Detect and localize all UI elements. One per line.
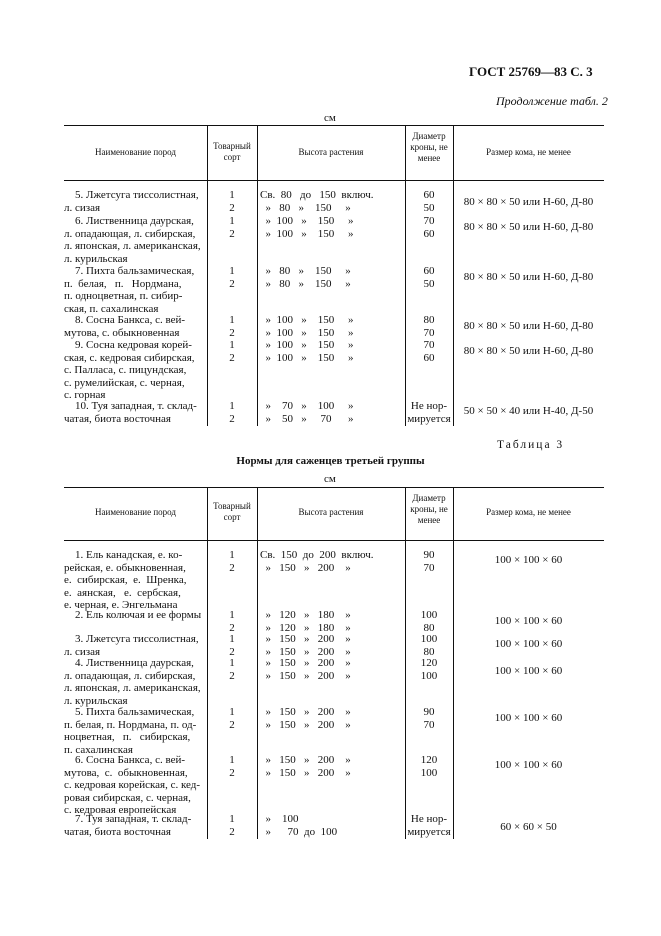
page-header: ГОСТ 25769—83 С. 3 <box>469 64 593 79</box>
crown-diameter-value: 100 80 <box>420 633 438 658</box>
table3-header-crown-diameter: Диаметр кроны, не менее <box>410 493 448 525</box>
species-name: 7. Пихта бальзамическая, п. белая, п. Нордмана, п. одноцветная, п. сибир- ская, п. сахалинская <box>64 265 195 315</box>
table3-top-border <box>64 487 604 488</box>
grade-value: 1 2 <box>229 657 235 682</box>
species-name: 1. Ель канадская, е. ко- рейская, е. обыкновенная, е. сибирская, е. Шренка, е. аянская, е. сербская, е. черная, е. Энгельмана <box>64 549 187 611</box>
ball-size-value: 100 × 100 × 60 <box>494 759 563 771</box>
height-value: » 120 » 180 » » 120 » 180 » <box>265 609 351 634</box>
table2-unit: см <box>324 112 336 124</box>
species-name: 3. Лжетсуга тиссолистная, л. сизая <box>64 633 199 658</box>
species-name: 4. Лиственница даурская, л. опадающая, л. сибирская, л. японская, л. американская, л. курильская <box>64 657 201 707</box>
height-value: » 150 » 200 » » 150 » 200 » <box>265 706 351 731</box>
species-name: 8. Сосна Банкса, с. вей- мутова, с. обыкновенная <box>64 314 186 339</box>
table2-top-border <box>64 125 604 126</box>
table3-title: Нормы для саженцев третьей группы <box>236 455 425 467</box>
species-name: 2. Ель колючая и ее формы <box>64 609 202 621</box>
table3-header-height: Высота растения <box>298 507 364 517</box>
ball-size-value: 100 × 100 × 60 <box>494 554 563 566</box>
species-name: 5. Пихта бальзамическая, п. белая, п. Нордмана, п. од- ноцветная, п. сибирская, п. сахалинская <box>64 706 197 756</box>
crown-diameter-value: 120 100 <box>420 657 438 682</box>
grade-value: 1 2 <box>229 314 235 339</box>
table3-caption: Таблица 3 <box>497 439 565 451</box>
table3-col-divider <box>257 487 258 839</box>
table2-header-border <box>64 180 604 181</box>
crown-diameter-value: 90 70 <box>423 706 435 731</box>
ball-size-value: 80 × 80 × 50 или Н-60, Д-80 <box>463 320 594 332</box>
table3-header-border <box>64 540 604 541</box>
ball-size-value: 80 × 80 × 50 или Н-60, Д-80 <box>463 221 594 233</box>
height-value: Св. 80 до 150 включ. » 80 » 150 » <box>260 189 374 214</box>
table3-header-grade: Товарный сорт <box>213 501 251 522</box>
grade-value: 1 2 <box>229 549 235 574</box>
height-value: » 100 » 150 » » 100 » 150 » <box>265 314 354 339</box>
height-value: » 100 » 150 » » 100 » 150 » <box>265 215 354 240</box>
crown-diameter-value: Не нор- мируется <box>407 400 451 425</box>
crown-diameter-value: 120 100 <box>420 754 438 779</box>
ball-size-value: 80 × 80 × 50 или Н-60, Д-80 <box>463 271 594 283</box>
grade-value: 1 2 <box>229 265 235 290</box>
ball-size-value: 80 × 80 × 50 или Н-60, Д-80 <box>463 345 594 357</box>
height-value: » 150 » 200 » » 150 » 200 » <box>265 754 351 779</box>
height-value: » 80 » 150 » » 80 » 150 » <box>265 265 351 290</box>
grade-value: 1 2 <box>229 813 235 838</box>
crown-diameter-value: 70 60 <box>423 215 435 240</box>
crown-diameter-value: 60 50 <box>423 189 435 214</box>
grade-value: 1 2 <box>229 215 235 240</box>
ball-size-value: 100 × 100 × 60 <box>494 665 563 677</box>
ball-size-value: 100 × 100 × 60 <box>494 712 563 724</box>
species-name: 9. Сосна кедровая корей- ская, с. кедровая сибирская, с. Палласа, с. пицундская, с. румелийская, с. черная, с. горная <box>64 339 195 401</box>
height-value: » 150 » 200 » » 150 » 200 » <box>265 657 351 682</box>
table2-header-grade: Товарный сорт <box>213 141 251 162</box>
grade-value: 1 2 <box>229 754 235 779</box>
crown-diameter-value: Не нор- мируется <box>407 813 451 838</box>
ball-size-value: 60 × 60 × 50 <box>500 821 557 833</box>
grade-value: 1 2 <box>229 400 235 425</box>
ball-size-value: 80 × 80 × 50 или Н-60, Д-80 <box>463 196 594 208</box>
species-name: 5. Лжетсуга тиссолистная, л. сизая <box>64 189 199 214</box>
table3-col-divider <box>453 487 454 839</box>
height-value: » 70 » 100 » » 50 » 70 » <box>265 400 354 425</box>
grade-value: 1 2 <box>229 189 235 214</box>
crown-diameter-value: 100 80 <box>420 609 438 634</box>
table2-header-crown-diameter: Диаметр кроны, не менее <box>410 131 448 163</box>
table3-unit: см <box>324 473 336 485</box>
ball-size-value: 100 × 100 × 60 <box>494 638 563 650</box>
table3-header-species: Наименование пород <box>95 507 176 517</box>
ball-size-value: 50 × 50 × 40 или Н-40, Д-50 <box>463 405 594 417</box>
crown-diameter-value: 70 60 <box>423 339 435 364</box>
species-name: 6. Лиственница даурская, л. опадающая, л. сибирская, л. японская, л. американская, л. курильская <box>64 215 201 265</box>
height-value: » 100 » 150 » » 100 » 150 » <box>265 339 354 364</box>
height-value: » 150 » 200 » » 150 » 200 » <box>265 633 351 658</box>
height-value: Св. 150 до 200 включ. » 150 » 200 » <box>260 549 374 574</box>
crown-diameter-value: 80 70 <box>423 314 435 339</box>
species-name: 10. Туя западная, т. склад- чатая, биота восточная <box>64 400 197 425</box>
grade-value: 1 2 <box>229 339 235 364</box>
grade-value: 1 2 <box>229 633 235 658</box>
grade-value: 1 2 <box>229 609 235 634</box>
species-name: 6. Сосна Банкса, с. вей- мутова, с. обыкновенная, с. кедровая корейская, с. кед- ровая сибирская, с. черная, с. кедровая европейская <box>64 754 201 816</box>
grade-value: 1 2 <box>229 706 235 731</box>
ball-size-value: 100 × 100 × 60 <box>494 615 563 627</box>
table2-header-height: Высота растения <box>298 147 364 157</box>
crown-diameter-value: 60 50 <box>423 265 435 290</box>
crown-diameter-value: 90 70 <box>423 549 435 574</box>
height-value: » 100 » 70 до 100 <box>265 813 338 838</box>
table2-col-divider <box>257 125 258 426</box>
table-continuation-label: Продолжение табл. 2 <box>496 94 608 108</box>
table2-header-ball-size: Размер кома, не менее <box>486 147 571 157</box>
table2-header-species: Наименование пород <box>95 147 176 157</box>
table3-header-ball-size: Размер кома, не менее <box>486 507 571 517</box>
species-name: 7. Туя западная, т. склад- чатая, биота восточная <box>64 813 192 838</box>
